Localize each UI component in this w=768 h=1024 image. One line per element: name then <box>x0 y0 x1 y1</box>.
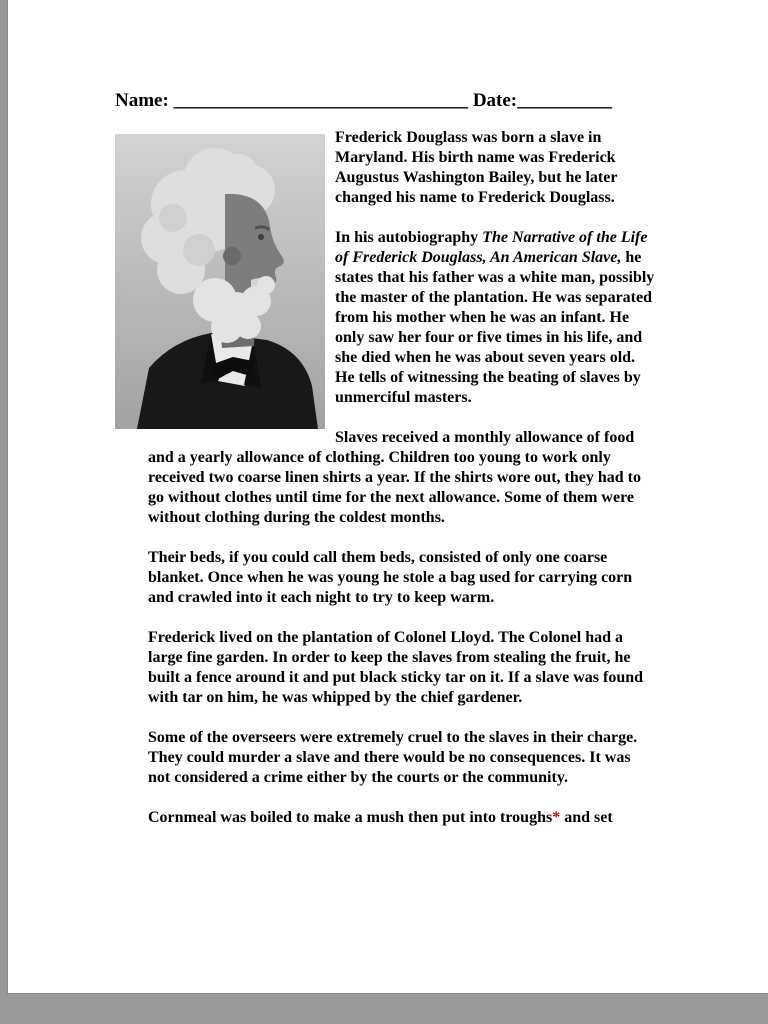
paragraph-colonel-lloyd: Frederick lived on the plantation of Colonel Lloyd. The Colonel had a large fine garden. In order to keep the slaves from stealing the fruit, he built a fence around it and put black sticky tar on it. If a slave was found with tar on him, he was whipped by the chief gardener. <box>148 629 644 706</box>
paragraph-birth: Frederick Douglass was born a slave in Maryland. His birth name was Frederick Augustus Washington Bailey, but he later changed his name to Frederick Douglass. <box>335 129 618 206</box>
paragraph-overseers: Some of the overseers were extremely cruel to the slaves in their charge. They could murder a slave and there would be no consequences. It was not considered a crime either by the courts or the community. <box>148 729 638 786</box>
name-label: Name: <box>115 90 169 111</box>
footnote-asterisk: * <box>552 809 561 826</box>
book-title: The Narrative of the Life of Frederick Douglass, An American Slave, <box>335 229 648 266</box>
paragraph-cornmeal <box>148 808 655 828</box>
name-blank-line: _______________________________ <box>173 90 469 111</box>
cornmeal-text-post: and set <box>560 809 613 826</box>
autobiography-text-post: he states that his father was a white man, possibly the master of the plantation. He was separated from his mother when he was an infant. He only saw her four or five times in his life, and she died when he was about seven years old. He tells of witnessing the beating of slaves by unmerciful masters. <box>335 249 655 406</box>
page-content <box>115 0 655 828</box>
name-date-header <box>115 88 655 114</box>
cornmeal-text-pre: Cornmeal was boiled to make a mush then put into troughs <box>148 809 553 826</box>
autobiography-text-pre: In his autobiography <box>335 229 483 246</box>
date-blank-line: __________ <box>517 90 613 111</box>
worksheet-page <box>8 0 768 993</box>
frederick-douglass-portrait <box>115 134 325 429</box>
paragraph-clothing-allowance: Slaves received a monthly allowance of food and a yearly allowance of clothing. Children too young to work only received two coarse linen shirts a year. If the shirts wore out, they had to go without clothes until time for the next allowance. Some of them were without clothing during the coldest months. <box>148 429 641 526</box>
paragraph-beds: Their beds, if you could call them beds, consisted of only one coarse blanket. Once when he was young he stole a bag used for carrying corn and crawled into it each night to try to keep warm. <box>148 549 633 606</box>
portrait-photo-illustration <box>115 134 325 429</box>
date-label: Date: <box>472 90 518 111</box>
